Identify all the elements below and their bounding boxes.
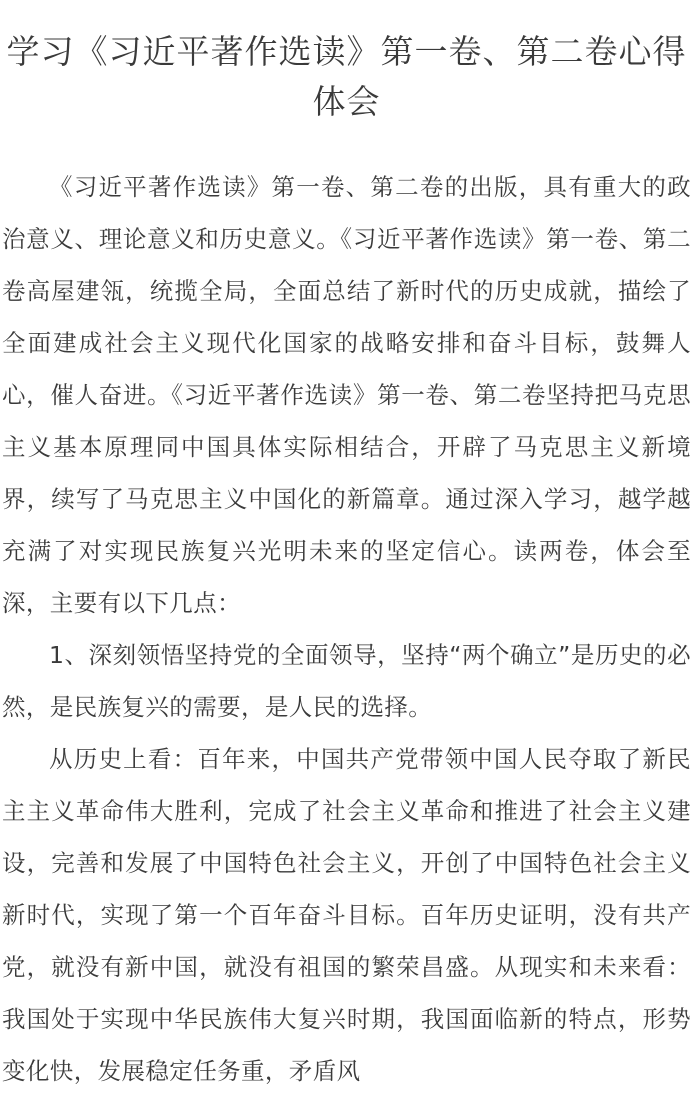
paragraph-intro: 《习近平著作选读》第一卷、第二卷的出版，具有重大的政治意义、理论意义和历史意义。《习近平著作选读》第一卷、第二卷高屋建瓴，统揽全局，全面总结了新时代的历史成就，描绘了全面建成社会主义现代化国家的战略安排和奋斗目标，鼓舞人心，催人奋进。《习近平著作选读》第一卷、第二卷坚持把马克思主义基本原理同中国具体实际相结合，开辟了马克思主义新境界，续写了马克思主义中国化的新篇章。通过深入学习，越学越充满了对实现民族复兴光明未来的坚定信心。读两卷，体会至深，主要有以下几点：	[2, 173, 691, 617]
paragraph-history: 从历史上看：百年来，中国共产党带领中国人民夺取了新民主主义革命伟大胜利，完成了社会主义革命和推进了社会主义建设，完善和发展了中国特色社会主义，开创了中国特色社会主义新时代，实现了第一个百年奋斗目标。百年历史证明，没有共产党，就没有新中国，就没有祖国的繁荣昌盛。从现实和未来看：我国处于实现中华民族伟大复兴时期，我国面临新的特点，形势变化快，发展稳定任务重，矛盾风	[2, 745, 691, 1085]
document-title: 学习《习近平著作选读》第一卷、第二卷心得体会	[6, 32, 687, 121]
paragraph-point-1: 1、深刻领悟坚持党的全面领导，坚持“两个确立”是历史的必然，是民族复兴的需要，是人民的选择。	[2, 641, 691, 721]
document-body	[0, 161, 693, 1097]
